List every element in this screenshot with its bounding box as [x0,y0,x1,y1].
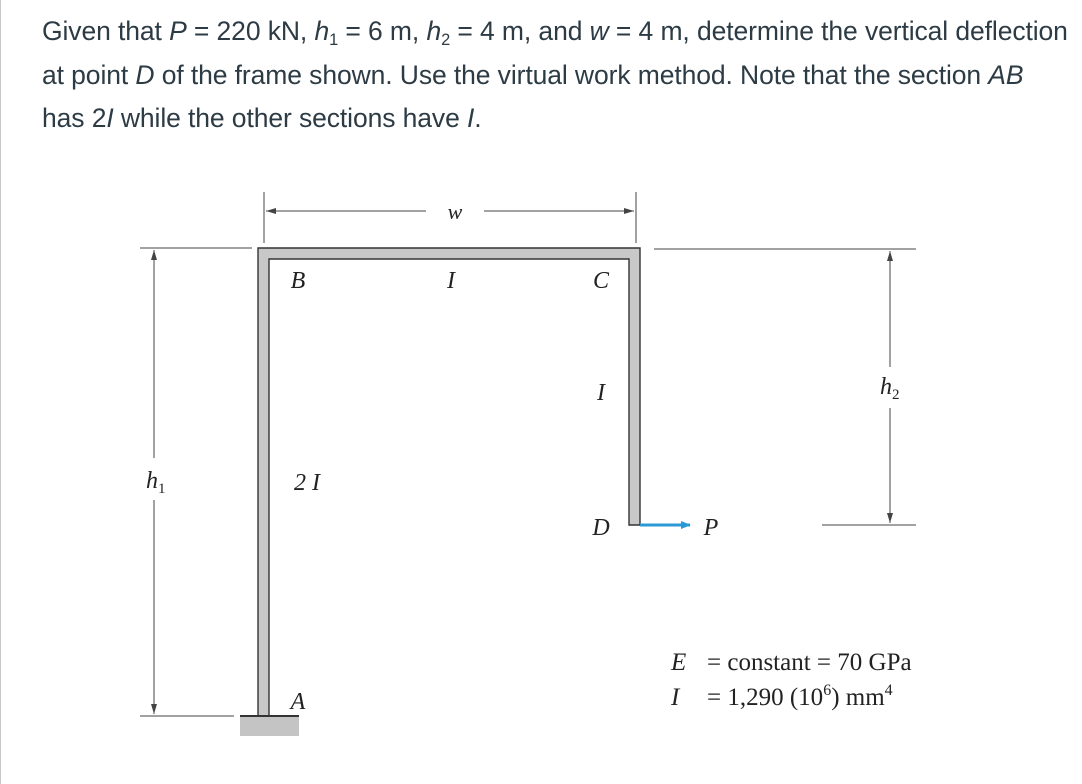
problem-statement: Given that P = 220 kN, $h_1 = 6$ m, $h_2 = 4$ m, and w = 4 m, determine the vertical deflection at point D of the frame shown. Use the virtual work method. Note that the section AB has 2I while the other sections have I. [42,16,1068,133]
label-c: C [592,268,610,294]
prop-e-value: = constant = 70 GPa [707,649,912,676]
dimension-h2 [654,249,916,525]
label-h1: $h_1$ [146,468,166,497]
prop-e-symbol: E [671,649,687,676]
prop-i-value: = 1,290 $(10^6)$ $mm^4$ [707,682,893,711]
prop-i-symbol: I [671,684,680,711]
label-d: D [592,515,610,541]
fixed-support [240,715,299,736]
label-w: w [447,199,463,224]
label-b: B [290,268,306,294]
label-i-right: I [597,380,605,406]
label-a: A [290,689,306,715]
label-2i: 2 I [294,470,320,496]
label-h2: $h_2$ [880,374,900,403]
label-i-top: I [447,268,455,294]
label-p: P [703,515,719,541]
